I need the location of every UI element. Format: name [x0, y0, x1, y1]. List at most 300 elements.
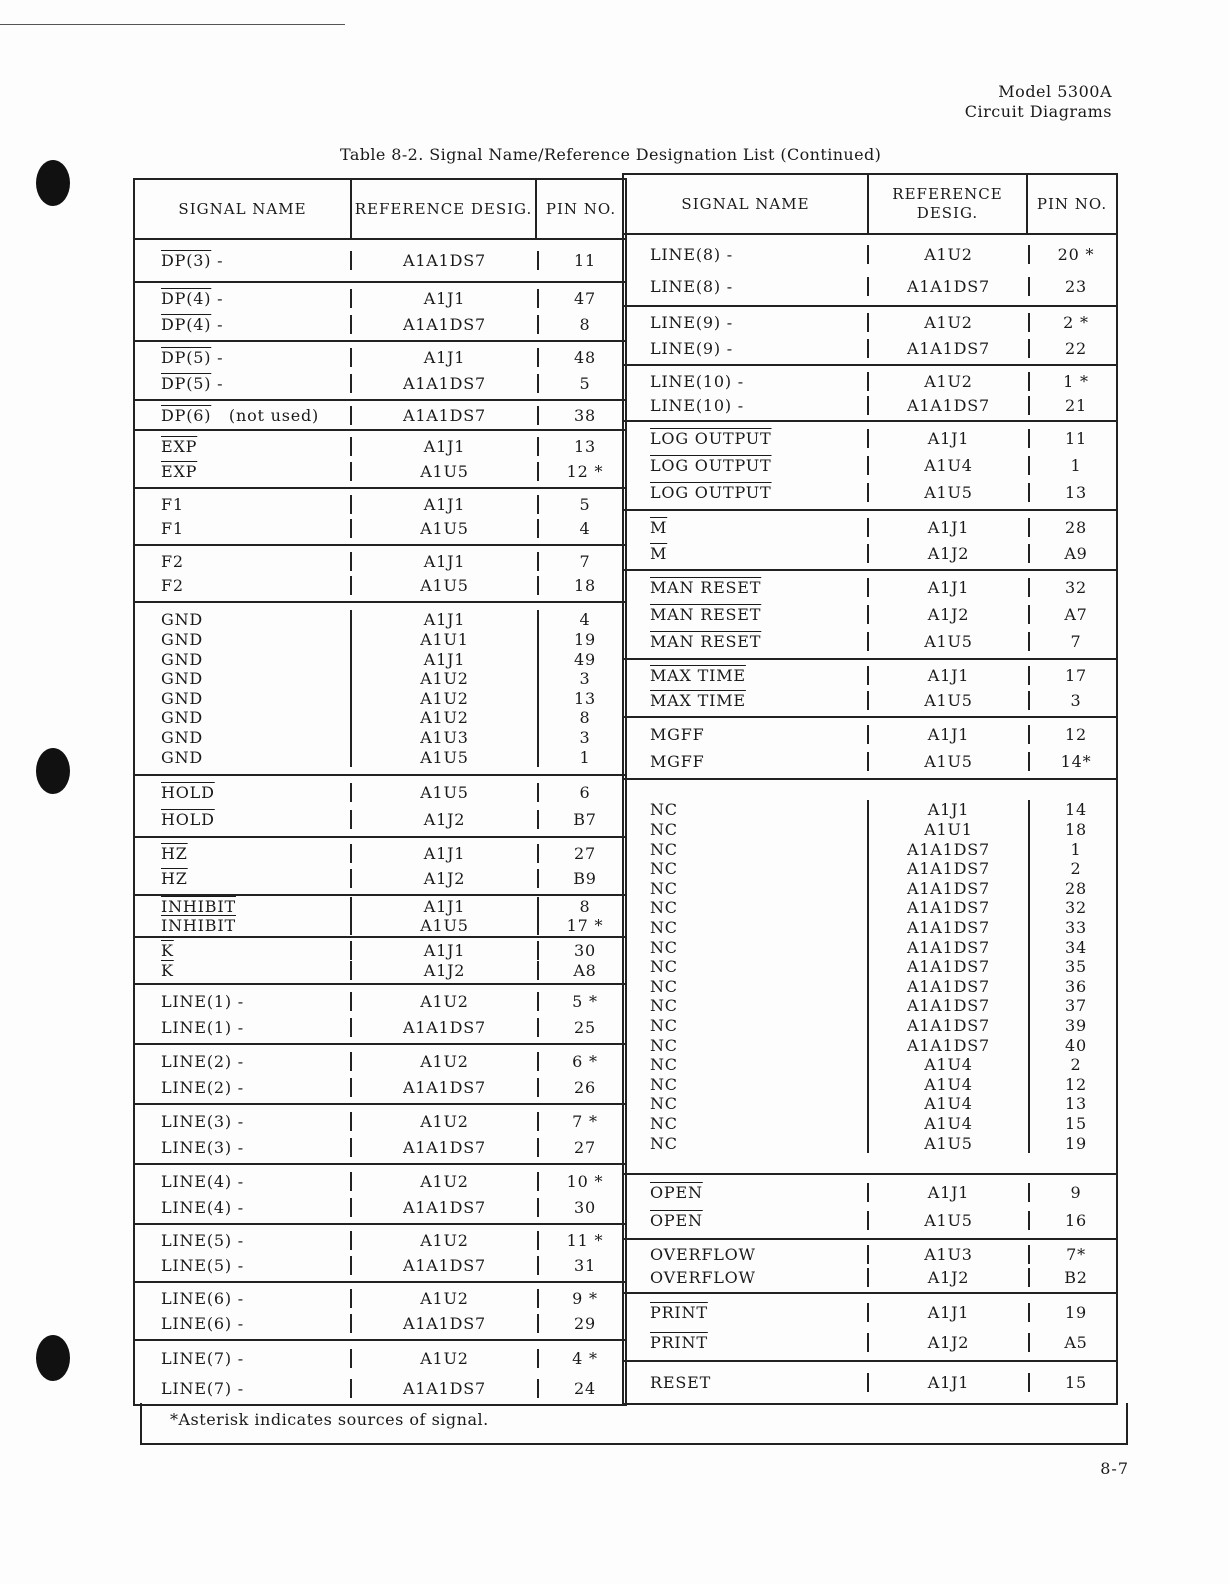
- reference-designator: A1J1: [869, 1373, 1030, 1392]
- table-header: [624, 175, 1116, 235]
- pin-number: 3: [579, 669, 591, 689]
- signal-name-cell: [135, 406, 352, 425]
- table-caption: Table 8-2. Signal Name/Reference Designation List (Continued): [340, 145, 882, 164]
- table-row: [135, 1256, 625, 1275]
- pin-number: 15: [1065, 1113, 1087, 1133]
- reference-designator: A1U2: [869, 245, 1030, 264]
- signal-name: MAN RESET: [650, 632, 762, 651]
- signal-name: LINE(7): [161, 1349, 232, 1369]
- signal-name: GND: [161, 610, 204, 630]
- signal-name: LINE(2): [161, 1051, 232, 1071]
- pin-number: 30: [574, 941, 596, 961]
- table-row: [624, 879, 1116, 899]
- table-row: [624, 1183, 1116, 1202]
- signal-suffix: -: [211, 289, 224, 309]
- signal-name-cell: [624, 518, 869, 537]
- signal-name-cell: [624, 1333, 869, 1352]
- table-row: [624, 839, 1116, 859]
- reference-designator: A1J1: [352, 495, 539, 514]
- reference-designator: A1U2: [352, 1231, 539, 1250]
- table-row: [624, 1333, 1116, 1352]
- reference-designator: A1J2: [352, 869, 539, 888]
- model-label: Model 5300A: [998, 82, 1112, 101]
- pin-number: 11: [1065, 429, 1087, 448]
- reference-designator: A1A1DS7: [352, 406, 539, 425]
- signal-suffix: -: [231, 1017, 244, 1037]
- pin-number: 7: [579, 551, 591, 571]
- signal-name-cell: [624, 666, 869, 685]
- pin-number: 27: [574, 844, 596, 863]
- table-row: [135, 1018, 625, 1037]
- pin-number: 39: [1065, 1015, 1087, 1035]
- signal-name: INHIBIT: [161, 897, 236, 916]
- signal-name: F1: [161, 519, 184, 539]
- pin-number: 9 *: [572, 1289, 598, 1308]
- signal-name: $\overline{K}$: [161, 941, 174, 961]
- signal-suffix: -: [231, 1231, 244, 1250]
- table-row: [624, 578, 1116, 597]
- signal-name: OVERFLOW: [650, 1245, 756, 1264]
- pin-number: 19: [1065, 1302, 1087, 1322]
- reference-designator: A1A1DS7: [869, 898, 1030, 918]
- signal-name-cell: [624, 632, 869, 651]
- reference-designator: A1A1DS7: [869, 1016, 1030, 1036]
- signal-name: F2: [161, 551, 184, 571]
- top-rule: [0, 24, 345, 25]
- table-row: [135, 728, 625, 748]
- pin-number: 38: [574, 405, 596, 425]
- table-row: [135, 747, 625, 767]
- reference-designator: A1U1: [869, 820, 1030, 840]
- signal-group: [624, 571, 1116, 660]
- pin-number: A7: [1064, 605, 1088, 624]
- table-row: [135, 1138, 625, 1157]
- signal-name: $\overline{HZ}$: [161, 869, 188, 888]
- signal-name: GND: [161, 669, 204, 689]
- pin-number: 19: [1065, 1133, 1087, 1153]
- pin-number: 27: [574, 1137, 596, 1157]
- reference-designator: A1A1DS7: [869, 839, 1030, 859]
- pin-number: 12: [1065, 725, 1087, 744]
- reference-designator: A1U5: [869, 1211, 1030, 1230]
- table-row: [624, 1074, 1116, 1094]
- signal-name-cell: [135, 708, 352, 728]
- signal-name: LINE(1): [161, 1017, 232, 1037]
- table-row: [135, 576, 625, 595]
- pin-number: 1: [579, 747, 591, 767]
- signal-name-cell: [135, 251, 352, 270]
- table-row: [624, 996, 1116, 1016]
- table-row: [135, 519, 625, 538]
- pin-number: 33: [1065, 918, 1087, 938]
- signal-name-cell: [624, 313, 869, 332]
- signal-name-cell: [135, 374, 352, 393]
- signal-name-cell: [624, 605, 869, 624]
- table-row: [624, 429, 1116, 448]
- signal-suffix: -: [231, 1111, 244, 1131]
- signal-name-cell: [135, 897, 352, 916]
- table-row: [624, 1268, 1116, 1287]
- reference-designator: A1U2: [869, 313, 1030, 332]
- signal-name: LINE(2): [161, 1077, 232, 1097]
- signal-name: OVERFLOW: [650, 1268, 756, 1287]
- reference-designator: A1J2: [869, 1333, 1030, 1352]
- table-row: [135, 289, 625, 308]
- signal-name-cell: [624, 752, 869, 771]
- reference-designator: A1U5: [869, 752, 1030, 771]
- signal-name: OPEN: [650, 1211, 703, 1231]
- signal-suffix: -: [211, 251, 224, 270]
- reference-designator: A1J1: [869, 666, 1030, 685]
- signal-name: LINE(5): [161, 1256, 232, 1275]
- col-signal-name: SIGNAL NAME: [135, 180, 352, 238]
- table-row: [624, 313, 1116, 332]
- pin-number: 28: [1065, 517, 1087, 537]
- signal-name-cell: [135, 1052, 352, 1071]
- signal-suffix: -: [720, 338, 733, 358]
- pin-number: 6 *: [572, 1051, 598, 1071]
- signal-name: LINE(4): [161, 1171, 232, 1191]
- reference-designator: A1J1: [352, 844, 539, 863]
- reference-designator: A1U2: [352, 1349, 539, 1368]
- signal-name-cell: [135, 844, 352, 863]
- table-row: [135, 783, 625, 802]
- table-row: [624, 859, 1116, 879]
- signal-name-cell: [624, 1245, 869, 1264]
- table-row: [135, 495, 625, 514]
- signal-name: NC: [650, 1074, 678, 1094]
- pin-number: 25: [574, 1017, 596, 1037]
- signal-name: PRINT: [650, 1332, 708, 1352]
- pin-number: A9: [1064, 543, 1088, 563]
- reference-designator: A1U2: [352, 1289, 539, 1308]
- table-row: [624, 1303, 1116, 1322]
- signal-name-cell: [135, 916, 352, 935]
- pin-number: 18: [574, 576, 596, 596]
- pin-number: 32: [1065, 898, 1087, 918]
- table-row: [624, 1035, 1116, 1055]
- signal-name-cell: [624, 544, 869, 563]
- reference-designator: A1J1: [352, 437, 539, 456]
- reference-designator: A1J1: [352, 941, 539, 960]
- pin-number: 13: [1065, 1094, 1087, 1114]
- signal-group: [624, 660, 1116, 718]
- pin-number: 4 *: [572, 1349, 598, 1369]
- signal-name-cell: [135, 961, 352, 980]
- pin-number: 8: [579, 314, 591, 334]
- reference-designator: A1J1: [869, 429, 1030, 448]
- signal-group: [135, 489, 625, 546]
- pin-number: 3: [579, 727, 591, 747]
- signal-name-cell: [135, 437, 352, 456]
- signal-name: NC: [650, 898, 678, 918]
- pin-number: 48: [574, 348, 596, 368]
- reference-designator: A1U3: [352, 728, 539, 748]
- signal-name: GND: [161, 727, 204, 747]
- signal-name: NC: [650, 1035, 678, 1055]
- table-row: [135, 1314, 625, 1333]
- table-row: [135, 315, 625, 334]
- reference-designator: A1J2: [352, 810, 539, 829]
- signal-group: [624, 307, 1116, 366]
- reference-designator: A1U5: [869, 691, 1030, 710]
- signal-name: DP(5): [161, 373, 212, 393]
- footnote: *Asterisk indicates sources of signal.: [140, 1403, 1128, 1445]
- signal-table-left: [133, 178, 627, 1406]
- reference-designator: A1A1DS7: [352, 251, 539, 270]
- signal-name-cell: [135, 689, 352, 709]
- signal-group: [624, 1294, 1116, 1362]
- signal-name: LOG OUTPUT: [650, 483, 772, 502]
- signal-name-cell: [135, 1289, 352, 1308]
- pin-number: 2: [1070, 859, 1082, 879]
- signal-name-cell: [624, 245, 869, 264]
- section-label: Circuit Diagrams: [964, 102, 1112, 121]
- signal-name: NC: [650, 878, 678, 898]
- reference-designator: A1J1: [869, 800, 1030, 820]
- signal-name: MAN RESET: [650, 578, 762, 597]
- signal-name: LINE(7): [161, 1378, 232, 1398]
- pin-number: 11: [574, 251, 596, 270]
- reference-designator: A1J2: [352, 961, 539, 980]
- pin-number: A8: [573, 960, 597, 980]
- signal-name-cell: [624, 820, 869, 840]
- signal-name-cell: [624, 977, 869, 997]
- pin-number: 7: [1070, 632, 1082, 651]
- reference-designator: A1J1: [352, 649, 539, 669]
- pin-number: 18: [1065, 820, 1087, 840]
- table-row: [624, 245, 1116, 264]
- signal-name-cell: [135, 649, 352, 669]
- reference-designator: A1U5: [352, 783, 539, 802]
- table-row: [135, 437, 625, 456]
- pin-number: 22: [1065, 338, 1087, 358]
- reference-designator: A1U2: [352, 992, 539, 1011]
- table-row: [135, 552, 625, 571]
- signal-name: LINE(9): [650, 338, 721, 358]
- table-row: [135, 708, 625, 728]
- table-row: [135, 897, 625, 916]
- signal-group: [624, 422, 1116, 511]
- reference-designator: A1U4: [869, 1074, 1030, 1094]
- signal-group: [624, 366, 1116, 422]
- pin-number: 16: [1065, 1211, 1087, 1231]
- signal-name-cell: [624, 898, 869, 918]
- table-row: [135, 1052, 625, 1071]
- signal-name: NC: [650, 918, 678, 938]
- table-row: [624, 277, 1116, 296]
- signal-group: [135, 1165, 625, 1225]
- reference-designator: A1J1: [869, 578, 1030, 597]
- signal-name-cell: [624, 1183, 869, 1202]
- table-row: [135, 992, 625, 1011]
- pin-number: 7*: [1066, 1245, 1086, 1264]
- signal-group: [624, 235, 1116, 307]
- pin-number: 10 *: [566, 1171, 604, 1191]
- signal-suffix: -: [720, 244, 733, 264]
- reference-designator: A1A1DS7: [352, 1078, 539, 1097]
- signal-name-cell: [135, 1112, 352, 1131]
- table-body: [624, 235, 1116, 1402]
- signal-group: [135, 1341, 625, 1406]
- signal-group: [624, 1175, 1116, 1240]
- signal-name: F2: [161, 576, 184, 596]
- reference-designator: A1U2: [352, 1172, 539, 1191]
- pin-number: 23: [1065, 276, 1087, 296]
- table-row: [135, 251, 625, 270]
- signal-name: $\overline{EXP}$: [161, 462, 198, 481]
- running-header: [965, 82, 1112, 122]
- pin-number: 47: [574, 289, 596, 309]
- reference-designator: A1U2: [352, 669, 539, 689]
- signal-suffix: -: [231, 1077, 244, 1097]
- signal-suffix: -: [231, 1349, 244, 1369]
- table-row: [135, 462, 625, 481]
- signal-group: [624, 511, 1116, 571]
- reference-designator: A1J1: [869, 1183, 1030, 1202]
- binder-hole: [36, 748, 70, 794]
- reference-designator: A1A1DS7: [869, 977, 1030, 997]
- signal-name-cell: [135, 783, 352, 802]
- signal-name: MGFF: [650, 752, 705, 771]
- table-row: [624, 1211, 1116, 1230]
- signal-name-cell: [624, 839, 869, 859]
- signal-name: GND: [161, 708, 204, 728]
- pin-number: 37: [1065, 996, 1087, 1016]
- signal-name: NC: [650, 1133, 678, 1153]
- reference-designator: A1J1: [869, 1303, 1030, 1322]
- signal-name-cell: [135, 810, 352, 829]
- signal-suffix: -: [720, 276, 733, 296]
- reference-designator: A1U2: [352, 689, 539, 709]
- reference-designator: A1A1DS7: [869, 277, 1030, 296]
- col-pin: PIN NO.: [1036, 194, 1108, 213]
- reference-designator: A1J1: [352, 289, 539, 308]
- signal-suffix: -: [231, 1137, 244, 1157]
- signal-name-cell: [135, 1379, 352, 1398]
- signal-name: LINE(4): [161, 1197, 232, 1217]
- reference-designator: A1U5: [352, 462, 539, 481]
- table-header: [135, 180, 625, 240]
- table-row: [135, 610, 625, 630]
- pin-number: 5 *: [572, 991, 598, 1011]
- table-row: [135, 961, 625, 980]
- reference-designator: A1J2: [869, 1268, 1030, 1287]
- reference-designator: A1A1DS7: [352, 1314, 539, 1333]
- pin-number: 1: [1070, 456, 1082, 475]
- signal-name: DP(4): [161, 289, 212, 309]
- signal-group: [624, 1240, 1116, 1294]
- signal-suffix: -: [231, 1051, 244, 1071]
- table-row: [135, 348, 625, 367]
- signal-name: HOLD: [161, 810, 215, 829]
- signal-name: LINE(6): [161, 1289, 232, 1308]
- table-row: [135, 406, 625, 425]
- signal-name-cell: [135, 495, 352, 514]
- table-row: [624, 483, 1116, 502]
- reference-designator: A1A1DS7: [869, 996, 1030, 1016]
- signal-name-cell: [135, 747, 352, 767]
- reference-designator: A1A1DS7: [352, 1256, 539, 1275]
- reference-designator: A1A1DS7: [869, 339, 1030, 358]
- reference-designator: A1U2: [352, 1052, 539, 1071]
- signal-name: NC: [650, 859, 678, 879]
- signal-name-cell: [135, 315, 352, 334]
- signal-name: NC: [650, 820, 678, 840]
- table-row: [624, 666, 1116, 685]
- reference-designator: A1A1DS7: [869, 918, 1030, 938]
- reference-designator: A1A1DS7: [352, 1138, 539, 1157]
- signal-name-cell: [135, 1349, 352, 1368]
- pin-number: 4: [579, 610, 591, 630]
- signal-group: [135, 838, 625, 896]
- signal-name-cell: [135, 462, 352, 481]
- table-row: [135, 810, 625, 829]
- signal-suffix: -: [231, 1378, 244, 1398]
- signal-table-right: [622, 173, 1118, 1405]
- signal-name: NC: [650, 976, 678, 996]
- signal-suffix: -: [231, 1171, 244, 1191]
- signal-name-cell: [624, 1035, 869, 1055]
- signal-name-cell: [624, 996, 869, 1016]
- table-row: [624, 396, 1116, 415]
- pin-number: 6: [579, 783, 591, 802]
- signal-name: GND: [161, 747, 204, 767]
- signal-name: LINE(3): [161, 1137, 232, 1157]
- reference-designator: A1U4: [869, 1094, 1030, 1114]
- pin-number: 17 *: [566, 916, 604, 935]
- signal-name-cell: [624, 859, 869, 879]
- pin-number: 34: [1065, 937, 1087, 957]
- table-row: [135, 916, 625, 935]
- signal-name: MAN RESET: [650, 605, 762, 624]
- pin-number: 15: [1065, 1372, 1087, 1392]
- table-row: [624, 1133, 1116, 1153]
- reference-designator: A1J1: [352, 348, 539, 367]
- signal-name: F1: [161, 494, 184, 514]
- signal-name-cell: [135, 869, 352, 888]
- signal-name: NC: [650, 937, 678, 957]
- pin-number: 13: [1065, 483, 1087, 502]
- signal-name-cell: [624, 1094, 869, 1114]
- signal-name-cell: [624, 1055, 869, 1075]
- signal-group: [135, 1225, 625, 1283]
- signal-name: INHIBIT: [161, 916, 236, 935]
- pin-number: 3: [1070, 691, 1082, 710]
- col-reference: REFERENCE DESIG.: [869, 175, 1028, 233]
- signal-name: LINE(1): [161, 991, 232, 1011]
- signal-group: [135, 1105, 625, 1165]
- signal-name-cell: [624, 277, 869, 296]
- pin-number: B9: [573, 869, 597, 888]
- reference-designator: A1A1DS7: [352, 374, 539, 393]
- reference-designator: A1U5: [352, 576, 539, 595]
- table-row: [135, 649, 625, 669]
- signal-name: NC: [650, 996, 678, 1016]
- signal-name-cell: [624, 1268, 869, 1287]
- pin-number: 13: [574, 437, 596, 456]
- signal-name: $\overline{HZ}$: [161, 844, 188, 863]
- signal-group: [624, 1362, 1116, 1402]
- signal-group: [135, 985, 625, 1045]
- signal-name-cell: [624, 691, 869, 710]
- table-row: [624, 800, 1116, 820]
- reference-designator: A1U5: [352, 747, 539, 767]
- reference-designator: A1A1DS7: [869, 937, 1030, 957]
- pin-number: A5: [1064, 1332, 1088, 1352]
- signal-group: [135, 240, 625, 283]
- signal-suffix: -: [231, 1289, 244, 1308]
